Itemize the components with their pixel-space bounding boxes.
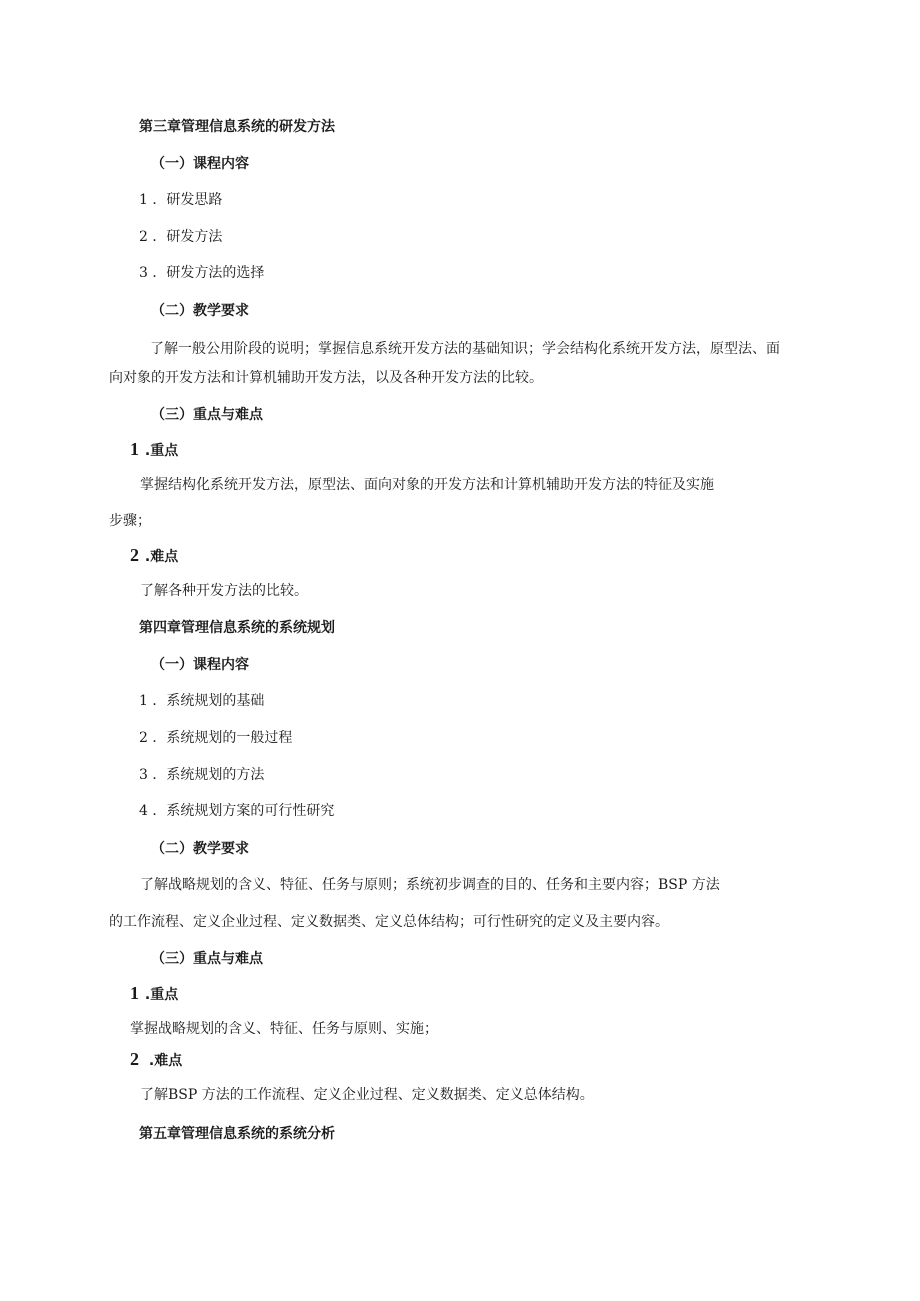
ch3-key-heading <box>130 439 178 461</box>
ch4-content-heading: （一）课程内容 <box>151 657 249 673</box>
ch3-kd-heading: （三）重点与难点 <box>151 407 263 423</box>
ch4-content-item-1: 1 ．系统规划的基础 <box>139 693 265 709</box>
ch3-content-item-2: 2 ．研发方法 <box>139 229 223 245</box>
ch4-key-heading <box>130 983 178 1005</box>
ch3-diff-label: .难点 <box>144 549 179 565</box>
ch4-req-heading: （二）教学要求 <box>151 841 249 857</box>
ch3-diff-text: 了解各种开发方法的比较。 <box>140 583 308 599</box>
ch3-key-line-1: 掌握结构化系统开发方法，原型法、面向对象的开发方法和计算机辅助开发方法的特征及实施 <box>140 477 714 493</box>
chapter-4-title: 第四章管理信息系统的系统规划 <box>139 620 335 636</box>
ch3-req-line-1: 了解一般公用阶段的说明；掌握信息系统开发方法的基础知识；学会结构化系统开发方法，原型法、面 <box>150 341 780 357</box>
ch3-key-label: .重点 <box>144 443 179 459</box>
ch4-kd-heading: （三）重点与难点 <box>151 951 263 967</box>
ch4-req-line-1: 了解战略规划的含义、特征、任务与原则；系统初步调查的目的、任务和主要内容；BSP 方法 <box>140 877 720 893</box>
chapter-3-title: 第三章管理信息系统的研发方法 <box>139 119 335 135</box>
ch3-content-item-1: 1 ．研发思路 <box>139 192 223 208</box>
ch3-key-line-2: 步骤； <box>109 513 151 529</box>
ch4-diff-heading <box>130 1049 182 1071</box>
ch3-content-item-3: 3 ．研发方法的选择 <box>139 265 265 281</box>
ch4-content-item-2: 2 ．系统规划的一般过程 <box>139 730 293 746</box>
chapter-5-title: 第五章管理信息系统的系统分析 <box>139 1126 335 1142</box>
ch4-key-text: 掌握战略规划的含义、特征、任务与原则、实施； <box>130 1021 438 1037</box>
ch3-diff-num: 2 <box>130 545 139 565</box>
ch4-content-item-4: 4 ．系统规划方案的可行性研究 <box>139 803 335 819</box>
ch4-diff-text: 了解BSP 方法的工作流程、定义企业过程、定义数据类、定义总体结构。 <box>140 1087 594 1103</box>
ch4-content-item-3: 3 ．系统规划的方法 <box>139 767 265 783</box>
ch3-key-num: 1 <box>130 439 139 459</box>
ch3-diff-heading <box>130 545 178 567</box>
ch4-key-label: .重点 <box>144 987 179 1003</box>
ch4-diff-label: .难点 <box>148 1053 183 1069</box>
ch3-content-heading: （一）课程内容 <box>151 156 249 172</box>
ch3-req-heading: （二）教学要求 <box>151 303 249 319</box>
ch4-diff-num: 2 <box>130 1049 139 1069</box>
ch4-req-line-2: 的工作流程、定义企业过程、定义数据类、定义总体结构；可行性研究的定义及主要内容。 <box>109 914 669 930</box>
ch3-req-line-2: 向对象的开发方法和计算机辅助开发方法，以及各种开发方法的比较。 <box>109 370 543 386</box>
ch4-key-num: 1 <box>130 983 139 1003</box>
